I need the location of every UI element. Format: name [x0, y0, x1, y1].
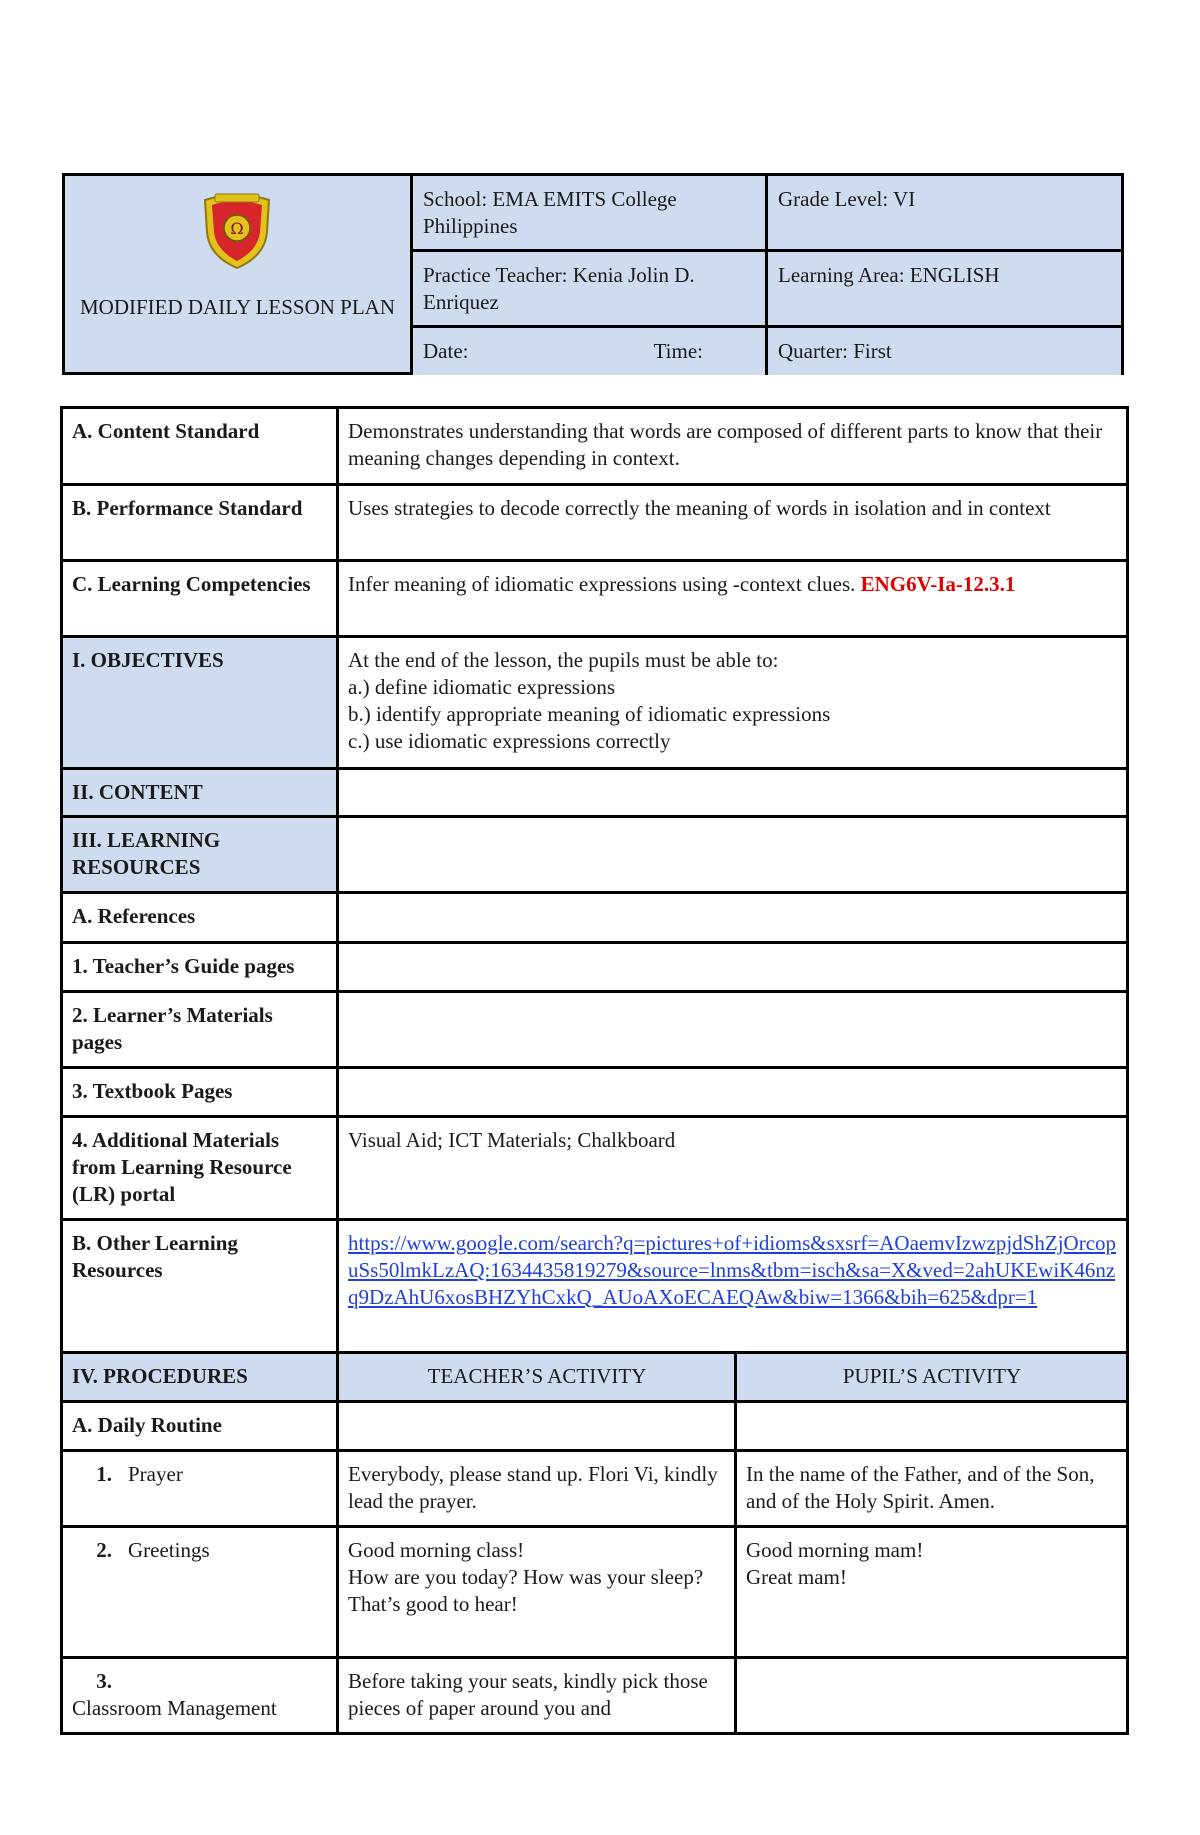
other-resources-value: [338, 1220, 1128, 1353]
content-label: II. CONTENT: [62, 769, 338, 817]
competency-code: ENG6V-Ia-12.3.1: [860, 572, 1016, 596]
teacher-line: Good morning class!: [348, 1538, 525, 1562]
additional-materials-value: Visual Aid; ICT Materials; Chalkboard: [338, 1117, 1128, 1220]
table-row: [62, 1451, 1128, 1527]
step-number: 1.: [96, 1462, 112, 1486]
table-row: [62, 637, 1128, 769]
textbook-value: [338, 1068, 1128, 1117]
content-standard-label: A. Content Standard: [62, 408, 338, 485]
performance-standard-value: Uses strategies to decode correctly the meaning of words in isolation and in context: [338, 485, 1128, 561]
table-row: [62, 1353, 1128, 1402]
table-row: [62, 485, 1128, 561]
lesson-plan-header: [62, 173, 1124, 375]
step-greetings: [62, 1527, 338, 1658]
table-row: [62, 561, 1128, 637]
competency-text: Infer meaning of idiomatic expressions using -context clues.: [348, 572, 856, 596]
time-label: Time:: [653, 339, 703, 363]
daily-routine-pupil: [736, 1402, 1128, 1451]
step-name: Prayer: [128, 1462, 183, 1486]
table-row: [62, 1117, 1128, 1220]
classroom-management-pupil: [736, 1658, 1128, 1734]
classroom-management-teacher: Before taking your seats, kindly pick those pieces of paper around you and: [338, 1658, 736, 1734]
daily-routine-teacher: [338, 1402, 736, 1451]
grade-level-field: Grade Level: VI: [768, 176, 1121, 252]
other-resources-label: B. Other Learning Resources: [62, 1220, 338, 1353]
table-row: [62, 1402, 1128, 1451]
teacher-line: How are you today? How was your sleep?: [348, 1565, 704, 1589]
learning-competencies-value: [338, 561, 1128, 637]
step-name: Greetings: [128, 1538, 210, 1562]
prayer-pupil: In the name of the Father, and of the Son, and of the Holy Spirit. Amen.: [736, 1451, 1128, 1527]
teachers-guide-value: [338, 943, 1128, 992]
teachers-guide-label: 1. Teacher’s Guide pages: [62, 943, 338, 992]
step-number: 3.: [96, 1669, 112, 1693]
performance-standard-label: B. Performance Standard: [62, 485, 338, 561]
objective-item: b.) identify appropriate meaning of idiomatic expressions: [348, 702, 831, 726]
objectives-label: I. OBJECTIVES: [62, 637, 338, 769]
learners-materials-value: [338, 992, 1128, 1068]
step-number: 2.: [96, 1538, 112, 1562]
objective-item: a.) define idiomatic expressions: [348, 675, 616, 699]
greetings-pupil: [736, 1527, 1128, 1658]
table-row: [62, 1658, 1128, 1734]
greetings-teacher: [338, 1527, 736, 1658]
step-classroom-management: [62, 1658, 338, 1734]
table-row: [62, 408, 1128, 485]
table-row: [62, 1527, 1128, 1658]
pupil-activity-header: PUPIL’S ACTIVITY: [736, 1353, 1128, 1402]
quarter-field: Quarter: First: [768, 328, 1121, 375]
school-seal-icon: [185, 190, 289, 270]
other-resources-link[interactable]: https://www.google.com/search?q=pictures+of+idioms&sxsrf=AOaemvIzwzpjdShZjOrcopuSs50lmkLzAQ:1634435819279&source=lnms&tbm=isch&sa=X&ved=2ahUKEwiK46nzq9DzAhU6xosBHZYhCxkQ_AUoAXoECAEQAw&biw=1366&bih=625&dpr=1: [348, 1231, 1117, 1309]
prayer-teacher: Everybody, please stand up. Flori Vi, kindly lead the prayer.: [338, 1451, 736, 1527]
additional-materials-label: 4. Additional Materials from Learning Resource (LR) portal: [62, 1117, 338, 1220]
step-prayer: [62, 1451, 338, 1527]
table-row: [62, 943, 1128, 992]
teacher-activity-header: TEACHER’S ACTIVITY: [338, 1353, 736, 1402]
table-row: [62, 1068, 1128, 1117]
teacher-line: That’s good to hear!: [348, 1592, 518, 1616]
learning-resources-label: III. LEARNING RESOURCES: [62, 817, 338, 893]
pupil-line: Great mam!: [746, 1565, 847, 1589]
daily-routine-label: A. Daily Routine: [62, 1402, 338, 1451]
procedures-label: IV. PROCEDURES: [62, 1353, 338, 1402]
school-field: School: EMA EMITS College Philippines: [413, 176, 768, 252]
page-title: MODIFIED DAILY LESSON PLAN: [79, 295, 396, 319]
date-label: Date:: [423, 339, 469, 363]
references-value: [338, 893, 1128, 943]
practice-teacher-field: Practice Teacher: Kenia Jolin D. Enriquez: [413, 252, 768, 328]
textbook-label: 3. Textbook Pages: [62, 1068, 338, 1117]
learning-resources-value: [338, 817, 1128, 893]
references-label: A. References: [62, 893, 338, 943]
learners-materials-label: 2. Learner’s Materials pages: [62, 992, 338, 1068]
objectives-intro: At the end of the lesson, the pupils must be able to:: [348, 648, 779, 672]
table-row: [62, 769, 1128, 817]
date-time-field: [413, 328, 768, 375]
content-value: [338, 769, 1128, 817]
header-title-cell: [65, 176, 413, 372]
svg-text:Ω: Ω: [230, 219, 244, 238]
learning-competencies-label: C. Learning Competencies: [62, 561, 338, 637]
content-standard-value: Demonstrates understanding that words are composed of different parts to know that their meaning changes depending in context.: [338, 408, 1128, 485]
table-row: [62, 893, 1128, 943]
learning-area-field: Learning Area: ENGLISH: [768, 252, 1121, 328]
pupil-line: Good morning mam!: [746, 1538, 924, 1562]
objectives-value: [338, 637, 1128, 769]
table-row: [62, 992, 1128, 1068]
lesson-plan-table: [60, 406, 1129, 1735]
step-name: Classroom Management: [72, 1696, 277, 1720]
table-row: [62, 1220, 1128, 1353]
table-row: [62, 817, 1128, 893]
objective-item: c.) use idiomatic expressions correctly: [348, 729, 671, 753]
